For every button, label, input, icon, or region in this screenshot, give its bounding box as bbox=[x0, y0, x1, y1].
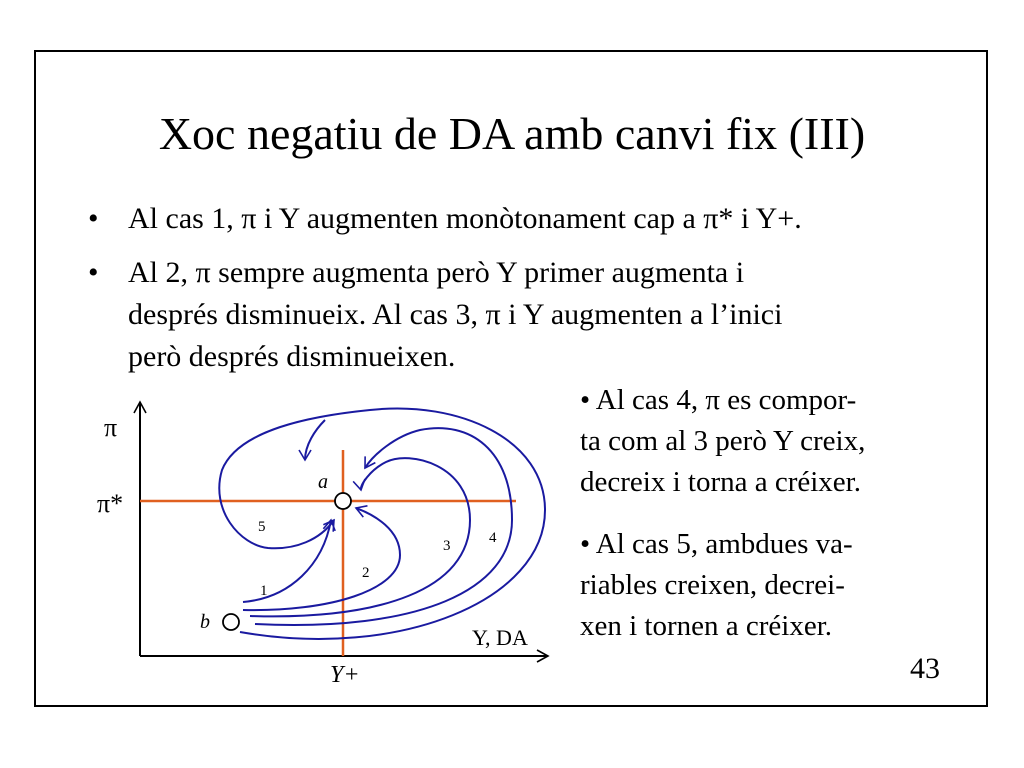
point-a-marker bbox=[335, 493, 351, 509]
y-plus-label: Y+ bbox=[330, 662, 360, 688]
path-case-1 bbox=[243, 520, 331, 602]
point-b-label: b bbox=[200, 611, 210, 633]
case-label-1: 1 bbox=[260, 583, 268, 599]
case-label-3: 3 bbox=[443, 538, 451, 554]
side-note-line: • Al cas 5, ambdues va- bbox=[580, 528, 853, 560]
pi-star-label: π* bbox=[97, 489, 124, 518]
path-case-4 bbox=[255, 428, 512, 625]
path-case-5-loop bbox=[305, 420, 325, 460]
bullet-line: però després disminueixen. bbox=[128, 340, 456, 373]
y-axis-label: π bbox=[104, 413, 118, 442]
bullet-marker: • bbox=[88, 202, 99, 235]
side-note-line: xen i tornen a créixer. bbox=[580, 610, 833, 642]
x-axis-label: Y, DA bbox=[472, 625, 528, 650]
path-case-3 bbox=[250, 458, 470, 616]
side-note-line: • Al cas 4, π es compor- bbox=[580, 384, 857, 416]
bullet-line: Al 2, π sempre augmenta però Y primer augmenta i bbox=[128, 256, 745, 289]
bullet-line: després disminueix. Al cas 3, π i Y augmenten a l’inici bbox=[128, 298, 783, 331]
bullet-marker: • bbox=[88, 256, 99, 289]
point-b-marker bbox=[223, 614, 239, 630]
side-note-line: ta com al 3 però Y creix, bbox=[580, 425, 866, 457]
case-label-4: 4 bbox=[489, 530, 497, 546]
case-label-5: 5 bbox=[258, 519, 266, 535]
bullet-text: Al cas 1, π i Y augmenten monòtonament cap a π* i Y+. bbox=[128, 202, 802, 235]
page-number: 43 bbox=[910, 652, 940, 685]
slide-title: Xoc negatiu de DA amb canvi fix (III) bbox=[158, 108, 866, 159]
side-note-line: decreix i torna a créixer. bbox=[580, 466, 861, 498]
side-note-line: riables creixen, decrei- bbox=[580, 569, 845, 601]
case-label-2: 2 bbox=[362, 565, 370, 581]
point-a-label: a bbox=[318, 471, 328, 493]
